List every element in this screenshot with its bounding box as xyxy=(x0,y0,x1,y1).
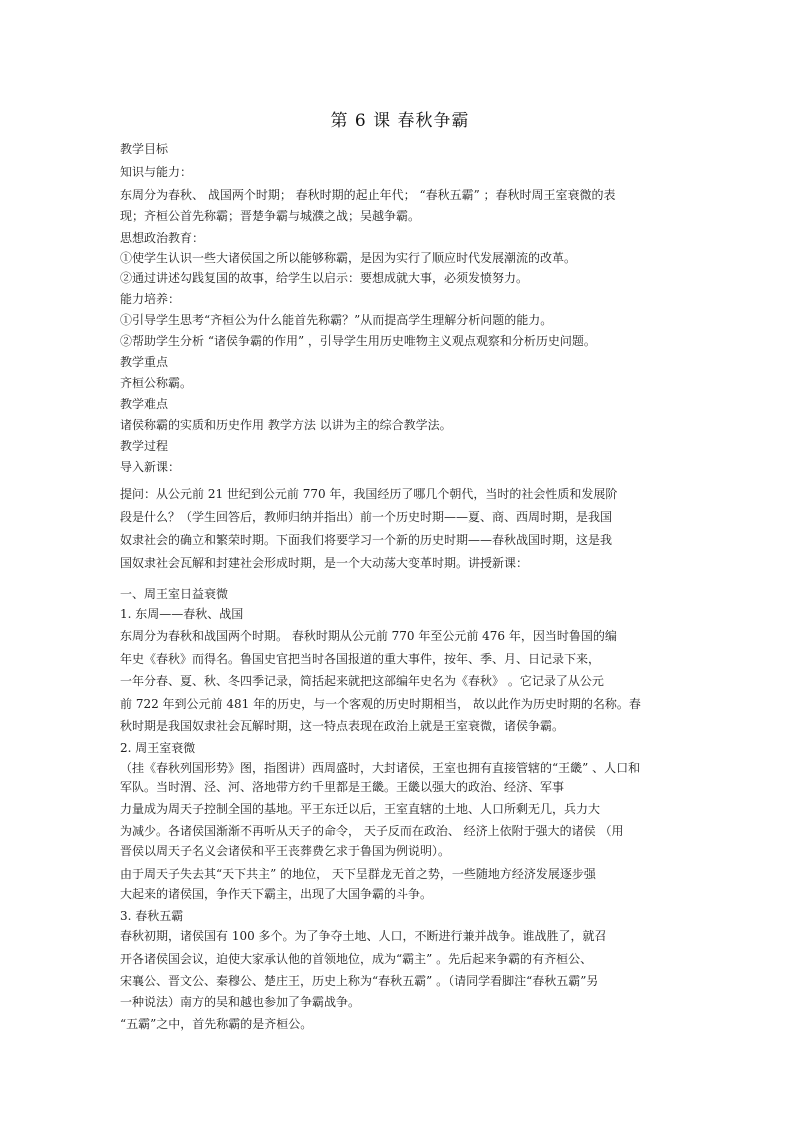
paragraph-line: 一种说法）南方的吴和越也参加了争霸战争。 xyxy=(120,995,361,1009)
subsection-heading: 2. 周王室衰微 xyxy=(120,741,196,755)
paragraph-line: 现；齐桓公首先称霸；晋楚争霸与城濮之战；吴越争霸。 xyxy=(120,209,421,223)
paragraph-line: 春秋初期，诸侯国有 100 多个。为了争夺土地、人口，不断进行兼并战争。谁战胜了，就召 xyxy=(120,929,607,943)
paragraph-line: “五霸”之中，首先称霸的是齐桓公。 xyxy=(120,1017,313,1031)
section-heading-difficulty: 教学难点 xyxy=(120,397,169,411)
subheading-ability: 能力培养： xyxy=(120,292,181,306)
paragraph-line: 国奴隶社会瓦解和封建社会形成时期，是一个大动荡大变革时期。讲授新课： xyxy=(120,556,529,570)
paragraph-line: 宋襄公、晋文公、秦穆公、楚庄王，历史上称为“春秋五霸” 。（请同学看脚注“春秋五霸”另 xyxy=(120,974,599,988)
page-title: 第 6 课 春秋争霸 xyxy=(330,111,470,131)
paragraph-line: 一年分春、夏、秋、冬四季记录，简括起来就把这部编年史名为《春秋》 。它记录了从公元 xyxy=(120,674,604,688)
paragraph-line: 奴隶社会的确立和繁荣时期。下面我们将要学习一个新的历史时期——春秋战国时期，这是我 xyxy=(120,533,613,547)
paragraph-line: 年史《春秋》而得名。鲁国史官把当时各国报道的重大事件，按年、季、月、日记录下来， xyxy=(120,652,601,666)
list-item: ①引导学生思考“齐桓公为什么能首先称霸？”从而提高学生理解分析问题的能力。 xyxy=(120,313,553,327)
paragraph-line: 段是什么？（学生回答后，教师归纳并指出）前一个历史时期——夏、商、西周时期，是我国 xyxy=(120,510,613,524)
paragraph-line: 大起来的诸侯国，争作天下霸主，出现了大国争霸的斗争。 xyxy=(120,887,433,901)
paragraph-line: （挂《春秋列国形势》图，指图讲）西周盛时，大封诸侯，王室也拥有直接管辖的“王畿” 、人口和 xyxy=(120,761,641,775)
section-heading-objectives: 教学目标 xyxy=(120,142,169,156)
list-item: ②帮助学生分析 “诸侯争霸的作用” ，引导学生用历史唯物主义观点观察和分析历史问题。 xyxy=(120,334,596,348)
paragraph-line: 力量成为周天子控制全国的基地。平王东迁以后，王室直辖的土地、人口所剩无几，兵力大 xyxy=(120,802,601,816)
paragraph-line: 提问：从公元前 21 世纪到公元前 770 年，我国经历了哪几个朝代，当时的社会性质和发展阶 xyxy=(120,487,618,501)
section-heading-1: 一、周王室日益衰微 xyxy=(120,587,229,601)
list-item: ①使学生认识一些大诸侯国之所以能够称霸，是因为实行了顺应时代发展潮流的改革。 xyxy=(120,251,577,265)
subsection-heading: 3. 春秋五霸 xyxy=(120,909,184,923)
paragraph-line: 由于周天子失去其“天下共主” 的地位， 天下呈群龙无首之势，一些随地方经济发展逐步强 xyxy=(120,867,596,881)
paragraph-line: 军队。当时渭、泾、河、洛地带方约千里都是王畿。王畿以强大的政治、经济、军事 xyxy=(120,780,565,794)
list-item: ②通过讲述勾践复国的故事，给学生以启示：要想成就大事，必须发愤努力。 xyxy=(120,271,529,285)
subheading-ideology: 思想政治教育： xyxy=(120,231,205,245)
section-heading-process: 教学过程 xyxy=(120,439,169,453)
paragraph-line: 开各诸侯国会议，迫使大家承认他的首领地位，成为“霸主” 。先后起来争霸的有齐桓公、 xyxy=(120,952,593,966)
subheading-intro: 导入新课： xyxy=(120,460,181,474)
paragraph-line: 齐桓公称霸。 xyxy=(120,376,193,390)
paragraph-line: 诸侯称霸的实质和历史作用 教学方法 以讲为主的综合教学法。 xyxy=(120,418,452,432)
subsection-heading: 1. 东周——春秋、战国 xyxy=(120,607,244,621)
paragraph-line: 秋时期是我国奴隶社会瓦解时期，这一特点表现在政治上就是王室衰微，诸侯争霸。 xyxy=(120,719,565,733)
paragraph-line: 东周分为春秋、 战国两个时期； 春秋时期的起止年代； “春秋五霸” ；春秋时周王室衰微的表 xyxy=(120,188,616,202)
paragraph-line: 晋侯以周天子名义会诸侯和平王丧葬费乞求于鲁国为例说明）。 xyxy=(120,844,451,858)
paragraph-line: 东周分为春秋和战国两个时期。 春秋时期从公元前 770 年至公元前 476 年，因当时鲁国的编 xyxy=(120,629,617,643)
section-heading-keypoint: 教学重点 xyxy=(120,355,169,369)
paragraph-line: 为减少。各诸侯国渐渐不再听从天子的命令， 天子反而在政治、 经济上依附于强大的诸侯 （用 xyxy=(120,824,624,838)
subheading-knowledge: 知识与能力： xyxy=(120,165,193,179)
paragraph-line: 前 722 年到公元前 481 年的历史，与一个客观的历史时期相当， 故以此作为历史时期的名称。春 xyxy=(120,697,641,711)
